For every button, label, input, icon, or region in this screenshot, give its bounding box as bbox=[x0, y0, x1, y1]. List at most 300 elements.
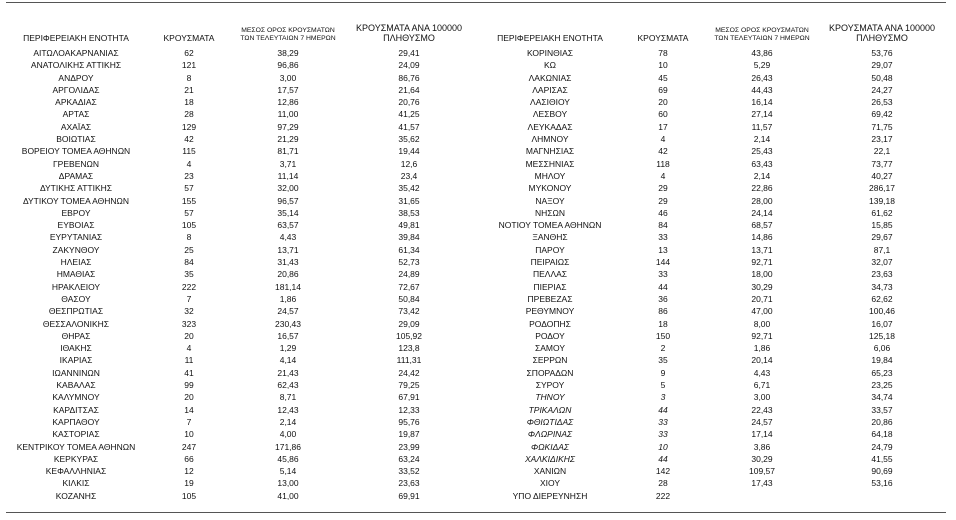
table-row bbox=[480, 318, 946, 330]
table-row bbox=[6, 293, 474, 305]
avg7-cell: 2,14 bbox=[279, 416, 297, 427]
region-cell: ΝΟΤΙΟΥ ΤΟΜΕΑ ΑΘΗΝΩΝ bbox=[498, 220, 602, 231]
table-row bbox=[480, 170, 946, 182]
table-row bbox=[480, 195, 946, 207]
cases-cell: 62 bbox=[184, 48, 194, 58]
table-row bbox=[6, 490, 474, 502]
per100k-cell: 69,91 bbox=[398, 490, 420, 501]
per100k-cell: 12,33 bbox=[398, 404, 420, 415]
avg7-cell: 6,71 bbox=[753, 380, 771, 391]
per100k-cell: 67,91 bbox=[398, 392, 420, 403]
region-cell: ΛΑΡΙΣΑΣ bbox=[532, 84, 568, 95]
avg7-cell: 47,00 bbox=[751, 306, 773, 317]
header-avg7 bbox=[706, 23, 818, 47]
region-cell: ΘΑΣΟΥ bbox=[61, 293, 91, 304]
table-row bbox=[6, 59, 474, 71]
cases-cell: 13 bbox=[658, 244, 668, 255]
region-cell: ΣΕΡΡΩΝ bbox=[532, 355, 568, 366]
region-cell: ΧΑΛΚΙΔΙΚΗΣ bbox=[524, 453, 575, 464]
table-row bbox=[6, 108, 474, 120]
cases-cell: 18 bbox=[658, 318, 668, 329]
table-row bbox=[6, 170, 474, 182]
per100k-cell: 90,69 bbox=[871, 466, 893, 477]
table-row bbox=[6, 268, 474, 280]
table-row bbox=[480, 367, 946, 379]
region-cell: ΒΟΡΕΙΟΥ ΤΟΜΕΑ ΑΘΗΝΩΝ bbox=[21, 146, 131, 157]
table-row bbox=[6, 342, 474, 354]
avg7-cell: 92,71 bbox=[751, 257, 773, 268]
cases-cell: 23 bbox=[184, 170, 194, 181]
per100k-cell: 38,53 bbox=[398, 207, 420, 218]
per100k-cell: 63,24 bbox=[398, 453, 420, 464]
per100k-cell: 20,86 bbox=[871, 416, 893, 427]
cases-cell: 247 bbox=[181, 441, 197, 452]
table-row bbox=[480, 416, 946, 428]
per100k-cell: 39,84 bbox=[398, 232, 420, 243]
table-row bbox=[480, 305, 946, 317]
per100k-cell: 29,41 bbox=[398, 48, 420, 58]
region-cell: ΚΑΛΥΜΝΟΥ bbox=[52, 392, 100, 403]
cases-cell: 20 bbox=[184, 330, 194, 341]
cases-cell: 36 bbox=[658, 293, 668, 304]
per100k-cell: 23,25 bbox=[871, 380, 893, 391]
region-cell: ΗΡΑΚΛΕΙΟΥ bbox=[51, 281, 101, 292]
avg7-cell: 41,00 bbox=[277, 490, 299, 501]
cases-cell: 60 bbox=[658, 109, 668, 120]
cases-cell: 29 bbox=[658, 195, 668, 206]
per100k-cell: 24,27 bbox=[871, 84, 893, 95]
cases-cell: 45 bbox=[658, 72, 668, 83]
region-cell: ΕΥΡΥΤΑΝΙΑΣ bbox=[49, 232, 103, 243]
region-cell: ΦΘΙΩΤΙΔΑΣ bbox=[526, 416, 574, 427]
avg7-cell: 18,00 bbox=[751, 269, 773, 280]
region-cell: ΦΩΚΙΔΑΣ bbox=[530, 441, 570, 452]
table-row bbox=[6, 182, 474, 194]
per100k-cell: 73,77 bbox=[871, 158, 893, 169]
avg7-cell: 8,71 bbox=[279, 392, 297, 403]
region-cell: ΞΑΝΘΗΣ bbox=[532, 232, 568, 243]
region-cell: ΛΕΥΚΑΔΑΣ bbox=[527, 121, 573, 132]
region-cell: ΝΗΣΩΝ bbox=[534, 207, 566, 218]
table-row bbox=[6, 84, 474, 96]
region-cell: ΒΟΙΩΤΙΑΣ bbox=[56, 134, 96, 145]
table-row bbox=[480, 391, 946, 403]
cases-table-right bbox=[480, 23, 946, 502]
per100k-cell: 61,62 bbox=[871, 207, 893, 218]
avg7-cell: 2,14 bbox=[753, 170, 771, 181]
region-cell: ΘΗΡΑΣ bbox=[61, 330, 91, 341]
table-row bbox=[480, 231, 946, 243]
region-cell: ΚΟΖΑΝΗΣ bbox=[55, 490, 97, 501]
avg7-cell: 24,57 bbox=[277, 306, 299, 317]
avg7-cell: 96,57 bbox=[277, 195, 299, 206]
per100k-cell: 19,84 bbox=[871, 355, 893, 366]
per100k-cell: 31,65 bbox=[398, 195, 420, 206]
header-region: ΠΕΡΙΦΕΡΕΙΑΚΗ ΕΝΟΤΗΤΑ bbox=[23, 33, 129, 43]
table-row bbox=[6, 121, 474, 133]
table-row bbox=[480, 244, 946, 256]
region-cell: ΛΕΣΒΟΥ bbox=[532, 109, 568, 120]
region-cell: ΚΩ bbox=[543, 60, 557, 71]
cases-cell: 142 bbox=[655, 466, 671, 477]
region-cell: ΚΑΣΤΟΡΙΑΣ bbox=[52, 429, 100, 440]
avg7-cell: 181,14 bbox=[275, 281, 301, 292]
per100k-cell: 41,25 bbox=[398, 109, 420, 120]
per100k-cell: 23,63 bbox=[871, 269, 893, 280]
table-body-left bbox=[6, 47, 474, 502]
cases-cell: 2 bbox=[660, 343, 666, 354]
table-row bbox=[480, 47, 946, 59]
region-cell: ΔΥΤΙΚΟΥ ΤΟΜΕΑ ΑΘΗΝΩΝ bbox=[22, 195, 130, 206]
table-row bbox=[480, 219, 946, 231]
table-row bbox=[480, 268, 946, 280]
cases-cell: 18 bbox=[184, 97, 194, 108]
region-cell: ΛΑΚΩΝΙΑΣ bbox=[528, 72, 572, 83]
cases-table-left bbox=[6, 23, 474, 502]
per100k-cell: 111,31 bbox=[396, 355, 422, 366]
per100k-cell: 41,55 bbox=[871, 453, 893, 464]
cases-cell: 14 bbox=[184, 404, 194, 415]
table-row bbox=[6, 428, 474, 440]
avg7-cell: 96,86 bbox=[277, 60, 299, 71]
region-cell: ΣΠΟΡΑΔΩΝ bbox=[526, 367, 574, 378]
avg7-cell: 27,14 bbox=[751, 109, 773, 120]
table-row bbox=[6, 441, 474, 453]
avg7-cell: 1,86 bbox=[753, 343, 771, 354]
cases-cell: 20 bbox=[658, 97, 668, 108]
region-cell: ΑΡΓΟΛΙΔΑΣ bbox=[52, 84, 100, 95]
region-cell: ΝΑΞΟΥ bbox=[535, 195, 565, 206]
table-row bbox=[480, 84, 946, 96]
region-cell: ΖΑΚΥΝΘΟΥ bbox=[52, 244, 100, 255]
avg7-cell: 17,57 bbox=[277, 84, 299, 95]
per100k-cell: 12,6 bbox=[400, 158, 418, 169]
region-cell: ΚΑΡΠΑΘΟΥ bbox=[52, 416, 100, 427]
table-row bbox=[6, 207, 474, 219]
per100k-cell: 21,64 bbox=[398, 84, 420, 95]
cases-cell: 84 bbox=[184, 257, 194, 268]
cases-cell: 42 bbox=[658, 146, 668, 157]
table-row bbox=[480, 281, 946, 293]
per100k-cell: 33,57 bbox=[871, 404, 893, 415]
header-cases: ΚΡΟΥΣΜΑΤΑ bbox=[637, 33, 689, 43]
avg7-cell: 22,43 bbox=[751, 404, 773, 415]
header-region: ΠΕΡΙΦΕΡΕΙΑΚΗ ΕΝΟΤΗΤΑ bbox=[497, 33, 603, 43]
per100k-cell: 49,81 bbox=[398, 220, 420, 231]
per100k-cell: 32,07 bbox=[871, 257, 893, 268]
cases-cell: 222 bbox=[181, 281, 197, 292]
avg7-cell: 21,43 bbox=[277, 367, 299, 378]
cases-cell: 115 bbox=[182, 146, 196, 157]
table-row bbox=[6, 367, 474, 379]
cases-cell: 105 bbox=[181, 490, 197, 501]
cases-cell: 86 bbox=[658, 306, 668, 317]
region-cell: ΧΑΝΙΩΝ bbox=[533, 466, 567, 477]
table-row bbox=[6, 72, 474, 84]
header-cases: ΚΡΟΥΣΜΑΤΑ bbox=[163, 33, 215, 43]
per100k-cell: 69,42 bbox=[871, 109, 893, 120]
per100k-cell: 71,75 bbox=[871, 121, 893, 132]
avg7-cell: 22,86 bbox=[751, 183, 773, 194]
region-cell: ΣΑΜΟΥ bbox=[534, 343, 565, 354]
cases-cell: 7 bbox=[186, 416, 192, 427]
table-row bbox=[480, 72, 946, 84]
avg7-cell: 3,86 bbox=[753, 441, 771, 452]
cases-cell: 17 bbox=[658, 121, 668, 132]
per100k-cell: 34,74 bbox=[871, 392, 893, 403]
region-cell: ΤΗΝΟΥ bbox=[535, 392, 565, 403]
table-row bbox=[480, 158, 946, 170]
per100k-cell: 24,09 bbox=[398, 60, 420, 71]
per100k-cell: 62,62 bbox=[871, 293, 893, 304]
per100k-cell: 19,44 bbox=[398, 146, 420, 157]
table-row bbox=[480, 342, 946, 354]
per100k-cell: 24,79 bbox=[871, 441, 893, 452]
per100k-cell: 23,99 bbox=[398, 441, 420, 452]
cases-cell: 7 bbox=[186, 293, 192, 304]
avg7-cell: 30,29 bbox=[751, 281, 773, 292]
region-cell: ΜΥΚΟΝΟΥ bbox=[528, 183, 572, 194]
per100k-cell: 53,16 bbox=[871, 478, 893, 489]
avg7-cell: 13,00 bbox=[277, 478, 299, 489]
region-cell: ΕΒΡΟΥ bbox=[61, 207, 91, 218]
region-cell: ΜΗΛΟΥ bbox=[534, 170, 566, 181]
cases-cell: 44 bbox=[658, 453, 668, 464]
table-row bbox=[6, 305, 474, 317]
region-cell: ΔΡΑΜΑΣ bbox=[58, 170, 94, 181]
avg7-cell: 1,86 bbox=[279, 293, 297, 304]
avg7-cell: 17,43 bbox=[751, 478, 773, 489]
cases-cell: 57 bbox=[184, 207, 194, 218]
cases-cell: 69 bbox=[658, 84, 668, 95]
header-per100k bbox=[344, 23, 474, 47]
region-cell: ΚΕΦΑΛΛΗΝΙΑΣ bbox=[45, 466, 107, 477]
table-row bbox=[480, 207, 946, 219]
table-row bbox=[6, 416, 474, 428]
region-cell: ΡΕΘΥΜΝΟΥ bbox=[525, 306, 575, 317]
region-cell: ΚΕΝΤΡΙΚΟΥ ΤΟΜΕΑ ΑΘΗΝΩΝ bbox=[16, 441, 136, 452]
table-row bbox=[6, 391, 474, 403]
avg7-cell: 35,14 bbox=[277, 207, 299, 218]
per100k-cell: 123,8 bbox=[398, 343, 420, 354]
cases-cell: 8 bbox=[186, 72, 192, 83]
per100k-cell: 29,07 bbox=[871, 60, 893, 71]
avg7-cell: 28,00 bbox=[751, 195, 773, 206]
region-cell: ΘΕΣΣΑΛΟΝΙΚΗΣ bbox=[42, 318, 110, 329]
cases-cell: 129 bbox=[181, 121, 197, 132]
avg7-cell: 43,86 bbox=[751, 48, 773, 58]
avg7-cell: 31,43 bbox=[277, 257, 299, 268]
header-avg7-line2: ΤΩΝ ΤΕΛΕΥΤΑΙΩΝ 7 ΗΜΕΡΩΝ bbox=[240, 35, 336, 42]
region-cell: ΑΧΑΪΑΣ bbox=[60, 121, 92, 132]
table-row bbox=[6, 477, 474, 489]
cases-cell: 20 bbox=[184, 392, 194, 403]
avg7-cell: 13,71 bbox=[751, 244, 773, 255]
cases-cell: 10 bbox=[658, 441, 668, 452]
per100k-cell: 29,09 bbox=[398, 318, 420, 329]
avg7-cell: 38,29 bbox=[277, 48, 299, 58]
table-row bbox=[480, 490, 946, 502]
cases-cell: 4 bbox=[660, 134, 666, 145]
per100k-cell: 73,42 bbox=[398, 306, 420, 317]
avg7-cell: 12,86 bbox=[277, 97, 299, 108]
per100k-cell: 6,06 bbox=[873, 343, 891, 354]
cases-cell: 35 bbox=[658, 355, 668, 366]
per100k-cell: 15,85 bbox=[871, 220, 893, 231]
avg7-cell: 24,14 bbox=[751, 207, 773, 218]
bottom-rule bbox=[6, 512, 946, 513]
header-avg7 bbox=[232, 23, 344, 47]
region-cell: ΚΑΒΑΛΑΣ bbox=[56, 380, 96, 391]
cases-cell: 42 bbox=[184, 134, 194, 145]
per100k-cell: 33,52 bbox=[398, 466, 420, 477]
header-per100k-line2: ΠΛΗΘΥΣΜΟ bbox=[856, 33, 908, 43]
cases-cell: 46 bbox=[658, 207, 668, 218]
region-cell: ΠΕΛΛΑΣ bbox=[532, 269, 568, 280]
table-row bbox=[6, 453, 474, 465]
avg7-cell: 21,29 bbox=[277, 134, 299, 145]
cases-cell: 32 bbox=[184, 306, 194, 317]
table-row bbox=[6, 330, 474, 342]
table-row bbox=[6, 281, 474, 293]
per100k-cell: 16,07 bbox=[871, 318, 893, 329]
cases-cell: 121 bbox=[181, 60, 197, 71]
cases-cell: 11 bbox=[184, 355, 194, 366]
per100k-cell: 50,84 bbox=[398, 293, 420, 304]
cases-cell: 8 bbox=[186, 232, 192, 243]
table-row bbox=[6, 404, 474, 416]
cases-cell: 35 bbox=[184, 269, 194, 280]
region-cell: ΑΝΑΤΟΛΙΚΗΣ ΑΤΤΙΚΗΣ bbox=[30, 60, 122, 71]
avg7-cell: 12,43 bbox=[277, 404, 299, 415]
per100k-cell: 26,53 bbox=[871, 97, 893, 108]
region-cell: ΚΕΡΚΥΡΑΣ bbox=[53, 453, 99, 464]
cases-cell: 12 bbox=[184, 466, 194, 477]
table-row bbox=[480, 441, 946, 453]
table-row bbox=[480, 256, 946, 268]
table-row bbox=[480, 477, 946, 489]
per100k-cell: 105,92 bbox=[396, 330, 422, 341]
region-cell: ΑΙΤΩΛΟΑΚΑΡΝΑΝΙΑΣ bbox=[33, 48, 119, 58]
cases-cell: 28 bbox=[658, 478, 668, 489]
region-cell: ΠΕΙΡΑΙΩΣ bbox=[530, 257, 570, 268]
cases-cell: 84 bbox=[658, 220, 668, 231]
cases-cell: 99 bbox=[184, 380, 194, 391]
table-row bbox=[6, 354, 474, 366]
cases-cell: 41 bbox=[184, 367, 194, 378]
per100k-cell: 125,18 bbox=[869, 330, 895, 341]
cases-cell: 25 bbox=[184, 244, 194, 255]
region-cell: ΡΟΔΟΥ bbox=[535, 330, 565, 341]
cases-cell: 3 bbox=[660, 392, 666, 403]
avg7-cell: 4,00 bbox=[279, 429, 297, 440]
cases-cell: 44 bbox=[658, 281, 668, 292]
table-row bbox=[6, 256, 474, 268]
avg7-cell: 11,57 bbox=[751, 121, 773, 132]
avg7-cell: 20,71 bbox=[751, 293, 773, 304]
avg7-cell: 171,86 bbox=[275, 441, 301, 452]
region-cell: ΥΠΟ ΔΙΕΡΕΥΝΗΣΗ bbox=[512, 490, 588, 501]
per100k-cell: 64,18 bbox=[871, 429, 893, 440]
avg7-cell: 92,71 bbox=[751, 330, 773, 341]
per100k-cell: 35,42 bbox=[398, 183, 420, 194]
avg7-cell: 25,43 bbox=[751, 146, 773, 157]
avg7-cell: 44,43 bbox=[751, 84, 773, 95]
region-cell: ΗΜΑΘΙΑΣ bbox=[56, 269, 96, 280]
header-avg7-line1: ΜΕΣΟΣ ΟΡΟΣ ΚΡΟΥΣΜΑΤΩΝ bbox=[241, 27, 335, 34]
per100k-cell: 139,18 bbox=[869, 195, 895, 206]
region-cell: ΛΑΣΙΘΙΟΥ bbox=[530, 97, 570, 108]
header-avg7-line2: ΤΩΝ ΤΕΛΕΥΤΑΙΩΝ 7 ΗΜΕΡΩΝ bbox=[714, 35, 810, 42]
cases-cell: 57 bbox=[184, 183, 194, 194]
table-row bbox=[6, 318, 474, 330]
per100k-cell bbox=[818, 490, 946, 502]
avg7-cell: 62,43 bbox=[277, 380, 299, 391]
cases-cell: 29 bbox=[658, 183, 668, 194]
avg7-cell: 4,43 bbox=[279, 232, 297, 243]
region-cell: ΚΙΛΚΙΣ bbox=[62, 478, 90, 489]
cases-cell: 19 bbox=[184, 478, 194, 489]
header-avg7-line1: ΜΕΣΟΣ ΟΡΟΣ ΚΡΟΥΣΜΑΤΩΝ bbox=[715, 27, 809, 34]
region-cell: ΑΝΔΡΟΥ bbox=[58, 72, 94, 83]
top-rule bbox=[6, 2, 946, 3]
per100k-cell: 61,34 bbox=[398, 244, 420, 255]
region-cell: ΛΗΜΝΟΥ bbox=[531, 134, 569, 145]
avg7-cell: 1,29 bbox=[279, 343, 297, 354]
per100k-cell: 35,62 bbox=[398, 134, 420, 145]
table-row bbox=[480, 121, 946, 133]
region-cell: ΑΡΤΑΣ bbox=[62, 109, 90, 120]
header-per100k-line2: ΠΛΗΘΥΣΜΟ bbox=[383, 33, 435, 43]
header-per100k bbox=[818, 23, 946, 47]
table-row bbox=[480, 59, 946, 71]
avg7-cell: 97,29 bbox=[277, 121, 299, 132]
table-row bbox=[6, 133, 474, 145]
avg7-cell: 3,00 bbox=[279, 72, 297, 83]
cases-cell: 323 bbox=[181, 318, 197, 329]
per100k-cell: 95,76 bbox=[398, 416, 420, 427]
cases-cell: 78 bbox=[658, 48, 668, 58]
table-row bbox=[480, 145, 946, 157]
table-row bbox=[480, 133, 946, 145]
table-row bbox=[480, 453, 946, 465]
cases-cell: 118 bbox=[656, 158, 670, 169]
avg7-cell: 17,14 bbox=[751, 429, 773, 440]
cases-cell: 4 bbox=[186, 343, 192, 354]
region-cell: ΦΛΩΡΙΝΑΣ bbox=[527, 429, 573, 440]
per100k-cell: 72,67 bbox=[398, 281, 420, 292]
per100k-cell: 50,48 bbox=[871, 72, 893, 83]
region-cell: ΚΑΡΔΙΤΣΑΣ bbox=[53, 404, 99, 415]
table-row bbox=[480, 354, 946, 366]
per100k-cell: 40,27 bbox=[871, 170, 893, 181]
per100k-cell: 65,23 bbox=[871, 367, 893, 378]
cases-cell: 222 bbox=[655, 490, 671, 501]
avg7-cell: 63,43 bbox=[751, 158, 773, 169]
table-row bbox=[6, 231, 474, 243]
region-cell: ΓΡΕΒΕΝΩΝ bbox=[53, 158, 99, 169]
table-row bbox=[6, 47, 474, 59]
table-row bbox=[480, 108, 946, 120]
table-row bbox=[6, 465, 474, 477]
header-row bbox=[6, 23, 474, 47]
per100k-cell: 23,63 bbox=[398, 478, 420, 489]
avg7-cell: 32,00 bbox=[277, 183, 299, 194]
cases-cell: 33 bbox=[658, 416, 668, 427]
cases-cell: 33 bbox=[658, 232, 668, 243]
header-row bbox=[480, 23, 946, 47]
header-per100k-line1: ΚΡΟΥΣΜΑΤΑ ΑΝΑ 100000 bbox=[829, 23, 935, 33]
